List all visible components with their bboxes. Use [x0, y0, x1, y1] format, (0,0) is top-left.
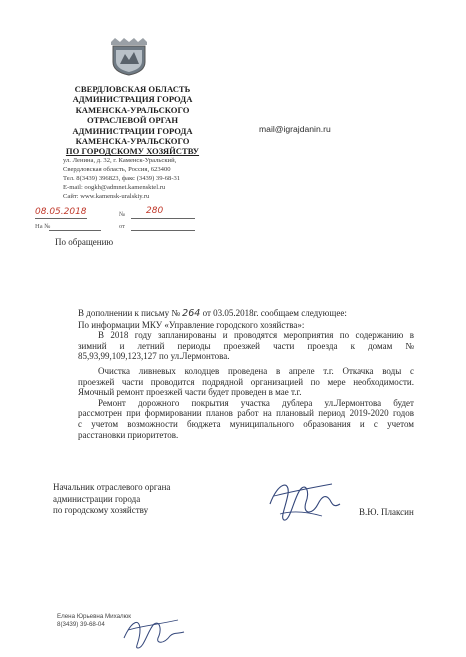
paragraph-5-line: Ремонт дорожного покрытия участка дублера ул.Лермонтова будет [98, 397, 414, 408]
recipient-email: mail@igrajdanin.ru [259, 124, 331, 134]
registration-block [35, 206, 205, 233]
org-line: ОТРАСЛЕВОЙ ОРГАН [86, 115, 179, 126]
paragraph-5-line: расстановки приоритетов. [78, 429, 179, 440]
p1-suffix: от 03.05.2018г. сообщаем следующее: [202, 308, 347, 318]
org-line: АДМИНИСТРАЦИИ ГОРОДА [72, 125, 193, 136]
org-line: СВЕРДЛОВСКАЯ ОБЛАСТЬ [74, 84, 191, 94]
coat-of-arms-logo [109, 36, 149, 76]
signatory-name: В.Ю. Плаксин [359, 507, 414, 517]
number-underline [131, 218, 195, 219]
org-line: АДМИНИСТРАЦИЯ ГОРОДА [72, 94, 193, 105]
date-underline [35, 218, 87, 219]
from-underline [131, 230, 195, 231]
letter-body [78, 308, 414, 440]
paragraph-4-line: проезжей части проводится подрядной организацией по мере необходимости. [78, 376, 414, 387]
org-line: ПО ГОРОДСКОМУ ХОЗЯЙСТВУ [65, 146, 200, 157]
signatory-title-line: администрации города [53, 493, 141, 504]
paragraph-3-line: В 2018 году запланированы и проводятся мероприятия по содержанию в [98, 330, 414, 341]
p1-prefix: В дополнении к письму № [78, 308, 180, 318]
handwritten-letter-number: 264 [182, 308, 201, 319]
paragraph-3-line: зимний и летний периоды проезжей части проезда к домам № [78, 340, 414, 351]
phone-line: Тел. 8(3439) 396823, факс (3439) 39-68-31 [63, 174, 181, 182]
executor-phone: 8(3439) 39-68-04 [57, 621, 105, 629]
address-line: ул. Ленина, д. 32, г. Каменск-Уральский, [63, 157, 177, 164]
on-label: На № [35, 223, 51, 230]
paragraph-1 [78, 308, 414, 320]
signatory-title-line: Начальник отраслевого органа [53, 482, 171, 492]
handwritten-signature [260, 474, 345, 529]
registration-number: 280 [146, 206, 164, 216]
address-line: Свердловская область, Россия, 623400 [63, 165, 171, 173]
address-block [63, 157, 213, 202]
paragraph-2: По информации МКУ «Управление городского хозяйства»: [78, 319, 305, 330]
from-label: от [119, 223, 126, 230]
website-line: Сайт: www.kamensk-uralskiy.ru [63, 192, 150, 200]
on-underline [49, 230, 101, 231]
letter-subject: По обращению [55, 237, 114, 247]
executor-signature [118, 612, 190, 652]
paragraph-3-line: 85,93,99,109,123,127 по ул.Лермонтова. [78, 351, 230, 362]
paragraph-4-line: Очистка ливневых колодцев проведена в апреле т.г. Откачка воды с [98, 365, 414, 376]
paragraph-5-line: с учетом возможности бюджета муниципального образования и с учетом [78, 418, 414, 429]
executor-name: Елена Юрьевна Михалюк [57, 613, 132, 620]
paragraph-5-line: рассмотрен при формировании планов работ на плановый период 2019-2020 годов [78, 408, 414, 419]
number-symbol: № [119, 211, 126, 218]
registration-date: 08.05.2018 [35, 207, 87, 217]
organization-block [50, 84, 215, 157]
org-line: КАМЕНСКА-УРАЛЬСКОГО [75, 136, 190, 147]
signatory-title-line: по городскому хозяйству [53, 505, 149, 515]
email-line: E-mail: oogkh@admnet.kamensktel.ru [63, 183, 166, 191]
signatory-title [53, 482, 170, 517]
paragraph-4-line: Ямочный ремонт проезжей части будет проведен в мае т.г. [78, 387, 302, 398]
org-line: КАМЕНСКА-УРАЛЬСКОГО [75, 104, 190, 115]
